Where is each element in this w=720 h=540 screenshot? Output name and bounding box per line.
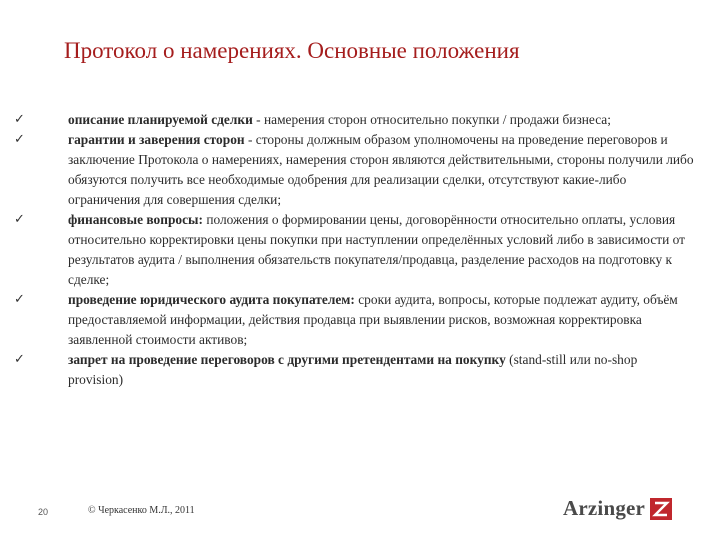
check-mark-icon: ✓	[14, 352, 25, 367]
bullet-item	[14, 290, 694, 350]
bullet-list	[14, 110, 694, 390]
bullet-term: описание планируемой сделки	[68, 112, 253, 127]
bullet-separator: -	[244, 132, 256, 147]
brand-logo	[563, 496, 672, 521]
bullet-text: положения о формировании цены, договорённости относительно оплаты, условия относительно корректировки цены покупки при наступлении определённых условий либо в зависимости от результатов аудита / выполнения обязательств покупателя/продавца, разделение расходов на подготовку к сделке;	[68, 212, 686, 287]
bullet-term: гарантии и заверения сторон	[68, 132, 245, 147]
bullet-item	[14, 210, 694, 290]
check-mark-icon: ✓	[14, 132, 25, 147]
check-mark-icon: ✓	[14, 292, 25, 307]
copyright-notice: © Черкасенко М.Л., 2011	[88, 505, 195, 516]
bullet-text: (stand-still или no-shop provision)	[68, 352, 638, 387]
brand-name: Arzinger	[563, 496, 646, 520]
bullet-term: проведение юридического аудита покупателем:	[68, 292, 355, 307]
check-mark-icon: ✓	[14, 212, 25, 227]
bullet-term: запрет на проведение переговоров с другими претендентами на покупку	[68, 352, 506, 367]
bullet-text: стороны должным образом уполномочены на проведение переговоров и заключение Протокола о намерениях, намерения сторон являются действительными, стороны получили либо обязуются получить все необходимые одобрения для реализации сделки, отсутствуют какие-либо ограничения для совершения сделки;	[68, 132, 694, 207]
page-number: 20	[38, 507, 49, 517]
bullet-term: финансовые вопросы:	[68, 212, 203, 227]
bullet-text: намерения сторон относительно покупки / продажи бизнеса;	[263, 112, 611, 127]
check-mark-icon: ✓	[14, 112, 25, 127]
bullet-text: сроки аудита, вопросы, которые подлежат аудиту, объём предоставляемой информации, действия продавца при выявлении рисков, возможная корректировка заявленной стоимости активов;	[68, 292, 678, 347]
bullet-separator: -	[252, 112, 264, 127]
bullet-item	[14, 130, 694, 210]
bullet-item	[14, 110, 694, 130]
brand-z-mark-icon	[650, 498, 672, 520]
slide-title: Протокол о намерениях. Основные положения	[64, 38, 520, 63]
bullet-item	[14, 350, 694, 390]
